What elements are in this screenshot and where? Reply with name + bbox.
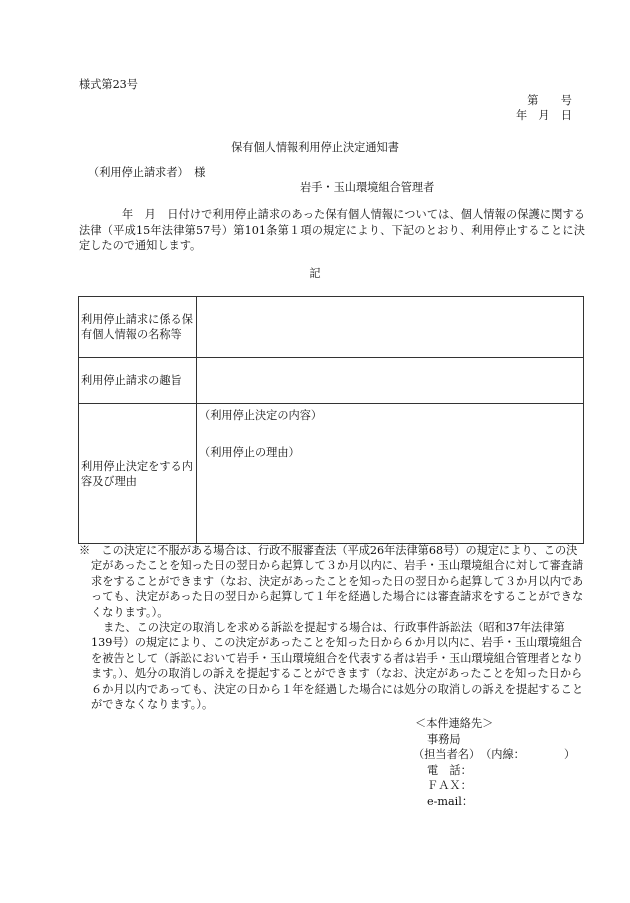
notice-paragraph-appeal: ※ この決定に不服がある場合は、行政不服審査法（平成26年法律第68号）の規定により、この決定があったことを知った日の翌日から起算して３か月以内に、岩手・玉山環境組合に対して審査請求をすることができます（なお、決定があったことを知った日の翌日から起算して３か月以内であっても、決定があった日の翌日から起算して１年を経過した場合には審査請求をすることができなくなります。）。 [79,544,584,619]
body-paragraph: 年 月 日付けで利用停止請求のあった保有個人情報については、個人情報の保護に関する法律（平成15年法律第57号）第101条第１項の規定により、下記のとおり、利用停止することに決定したので通知します。 [79,208,585,252]
row-label-purpose: 利用停止請求の趣旨 [79,358,197,404]
row-label-info-name: 利用停止請求に係る保有個人情報の名称等 [79,297,197,358]
notice-block [79,543,585,712]
contact-office: 事務局 [427,732,461,746]
decision-reason-label: （利用停止の理由） [199,446,300,459]
table-row [79,404,584,544]
form-number: 様式第23号 [79,78,138,91]
contact-phone: 電 話： [427,763,472,777]
table-row [79,297,584,358]
ki-heading: 記 [309,267,321,280]
contact-block [415,716,575,810]
row-label-decision: 利用停止決定をする内容及び理由 [79,404,197,544]
contact-person: （担当者名） （内線： ） [413,748,576,762]
contact-heading: ＜本件連絡先＞ [415,717,494,730]
contact-email: e-mail： [427,794,474,808]
decision-table [78,296,584,544]
recipient: （利用停止請求者） 様 [88,166,206,179]
table-row [79,358,584,404]
contact-fax: ＦＡＸ： [427,779,472,793]
row-value-purpose [197,358,584,404]
document-date: 年 月 日 [516,109,572,122]
document-number: 第 号 [527,94,572,107]
notice-paragraph-lawsuit: また、この決定の取消しを求める訴訟を提起する場合は、行政事件訴訟法（昭和37年法律第139号）の規定により、この決定があったことを知った日から６か月以内に、岩手・玉山環境組合を被告として（訴訟において岩手・玉山環境組合を代表する者は岩手・玉山環境組合管理者となります。）、処分の取消しの訴えを提起することができます（なお、決定があったことを知った日から６か月以内であっても、決定の日から１年を経過した場合には処分の取消しの訴えを提起することができなくなります。）。 [91,621,584,712]
document-title: 保有個人情報利用停止決定通知書 [231,141,399,154]
decision-content-label: （利用停止決定の内容） [199,409,323,422]
row-value-decision [197,404,584,544]
sender: 岩手・玉山環境組合管理者 [300,181,435,194]
row-value-info-name [197,297,584,358]
